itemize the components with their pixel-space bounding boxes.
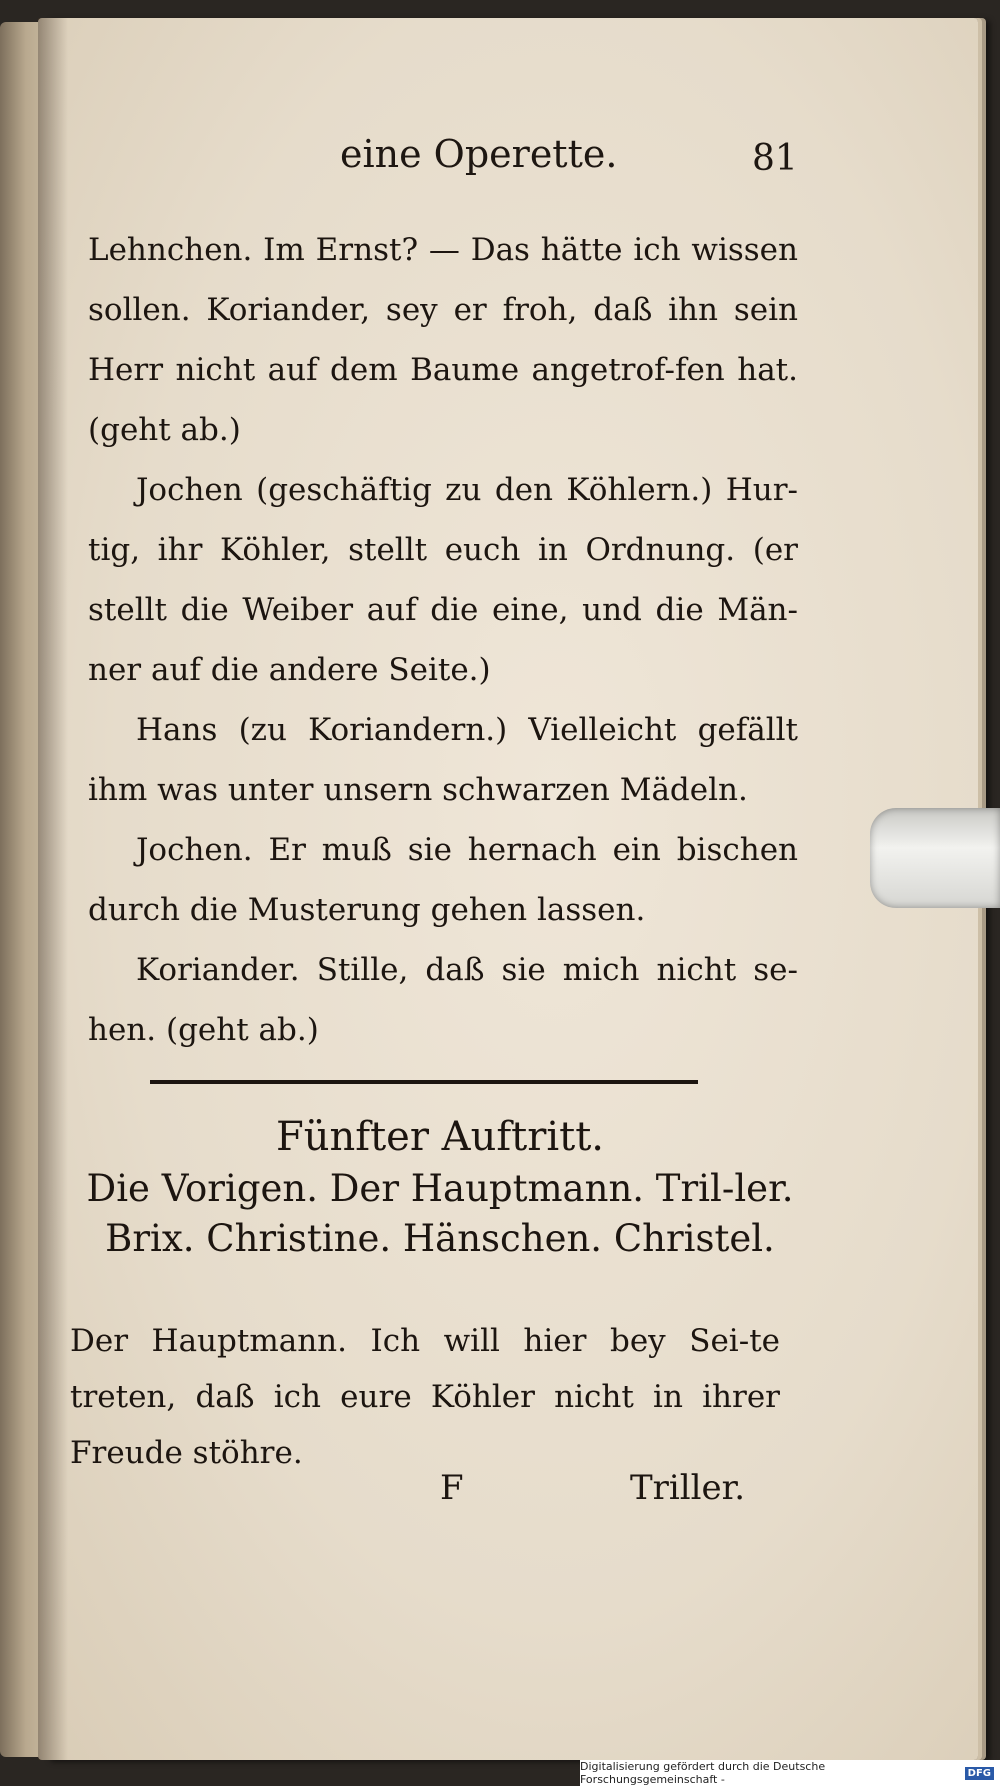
paragraph-hauptmann: Der Hauptmann. Ich will hier bey Sei-te treten, daß ich eure Köhler nicht in ihrer Freude stöhre. xyxy=(70,1323,780,1471)
catchword: Triller. xyxy=(630,1468,745,1508)
scene-title: Fünfter Auftritt. xyxy=(276,1114,604,1160)
page-header xyxy=(0,132,1000,182)
page-clip-tab xyxy=(870,808,1000,908)
page-number: 81 xyxy=(752,138,798,179)
cast-list: Die Vorigen. Der Hauptmann. Tril-ler. Brix. Christine. Hänschen. Christel. xyxy=(86,1167,794,1260)
running-head: eine Operette. xyxy=(340,132,618,176)
dfg-logo: DFG xyxy=(965,1767,994,1780)
paragraph-lehnchen: Lehnchen. Im Ernst? — Das hätte ich wissen sollen. Koriander, sey er froh, daß ihn sein Herr nicht auf dem Baume angetrof-fen hat. (geht ab.) xyxy=(88,232,798,448)
paragraph-jochen-1: Jochen (geschäftig zu den Köhlern.) Hur-tig, ihr Köhler, stellt euch in Ordnung. (er stellt die Weiber auf die eine, und die Män-ner auf die andere Seite.) xyxy=(88,472,798,688)
paragraph-jochen-2: Jochen. Er muß sie hernach ein bischen durch die Musterung gehen lassen. xyxy=(88,832,798,928)
footer-credit: Digitalisierung gefördert durch die Deutsche Forschungsgemeinschaft - xyxy=(580,1760,826,1786)
dialogue-block xyxy=(88,220,798,1060)
digitization-footer xyxy=(580,1760,1000,1786)
signature-mark: F xyxy=(440,1468,464,1508)
page-gutter-shadow xyxy=(38,18,68,1760)
paragraph-koriander: Koriander. Stille, daß sie mich nicht se-hen. (geht ab.) xyxy=(88,952,798,1048)
section-rule xyxy=(150,1080,698,1084)
paragraph-hans: Hans (zu Koriandern.) Vielleicht gefällt ihm was unter unsern schwarzen Mädeln. xyxy=(88,712,798,808)
